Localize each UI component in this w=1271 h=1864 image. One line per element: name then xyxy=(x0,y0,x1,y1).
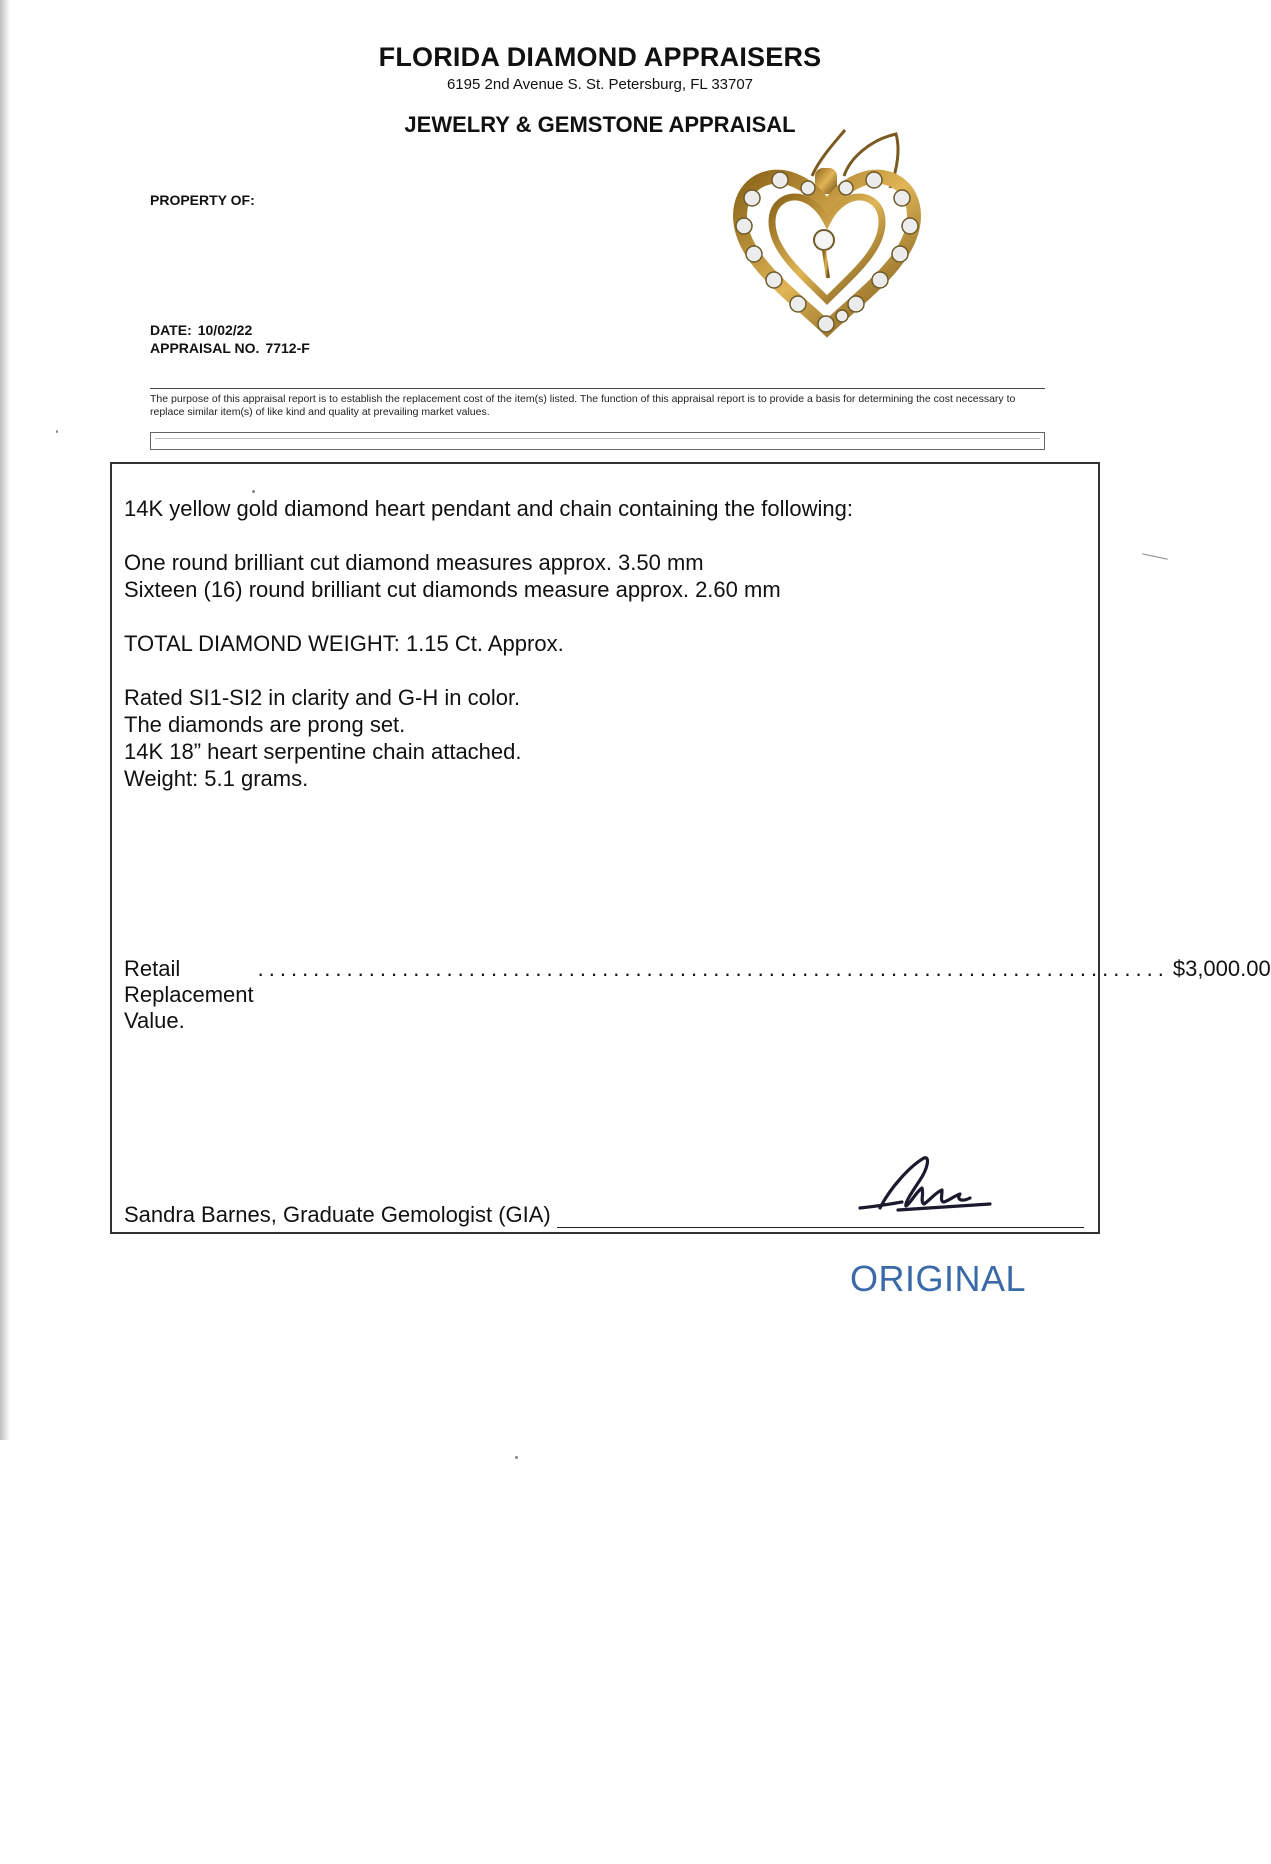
scan-edge xyxy=(0,0,10,1440)
setting-line: The diamonds are prong set. xyxy=(124,712,406,737)
item-title: 14K yellow gold diamond heart pendant and chain containing the following: xyxy=(124,496,853,521)
appraiser-name: Sandra Barnes, Graduate Gemologist (GIA) xyxy=(124,1202,551,1227)
company-name: FLORIDA DIAMOND APPRAISERS xyxy=(378,42,822,72)
appraisal-number-label: APPRAISAL NO. xyxy=(150,340,260,356)
grade-line: Rated SI1-SI2 in clarity and G-H in color. xyxy=(124,685,521,710)
handwritten-signature xyxy=(850,1148,1010,1228)
date-field xyxy=(150,322,252,338)
outer-heart-frame xyxy=(740,177,914,328)
company-address: 6195 2nd Avenue S. St. Petersburg, FL 33707 xyxy=(446,76,754,93)
stone-line-1: One round brilliant cut diamond measures approx. 3.50 mm xyxy=(124,550,704,575)
chain-line: 14K 18” heart serpentine chain attached. xyxy=(124,739,522,764)
weight-line: Weight: 5.1 grams. xyxy=(124,766,309,791)
stone-line-2: Sixteen (16) round brilliant cut diamonds measure approx. 2.60 mm xyxy=(124,577,781,602)
original-stamp: ORIGINAL xyxy=(850,1258,1027,1299)
center-diamond-post xyxy=(824,250,828,278)
property-of-label: PROPERTY OF: xyxy=(150,192,255,208)
leader-dots: .................................................................................. xyxy=(257,956,1169,981)
date-label: DATE: xyxy=(150,322,192,338)
appraisal-number-value: 7712-F xyxy=(265,340,310,356)
purpose-statement: The purpose of this appraisal report is to establish the replacement cost of the item(s) listed. The function of this appraisal report is to provide a basis for determining the cost necessary to replace similar item(s) of like kind and quality at prevailing market values. xyxy=(150,393,1016,418)
appraisal-number-field xyxy=(150,340,310,356)
center-diamond xyxy=(814,230,834,250)
heart-pendant-photo xyxy=(720,128,950,348)
scan-speck xyxy=(515,1456,518,1459)
retail-value-amount: $3,000.00 xyxy=(1172,956,1271,981)
total-weight-line: TOTAL DIAMOND WEIGHT: 1.15 Ct. Approx. xyxy=(124,631,564,656)
retail-value-label: Retail Replacement Value. xyxy=(124,956,254,1033)
retail-value-row xyxy=(124,956,1271,1034)
date-value: 10/02/22 xyxy=(197,322,253,338)
scan-speck xyxy=(56,430,58,433)
side-diamonds xyxy=(736,172,918,332)
document-type-title: JEWELRY & GEMSTONE APPRAISAL xyxy=(404,112,796,137)
property-of-field xyxy=(150,192,255,208)
scan-mark xyxy=(1142,553,1168,559)
purpose-top-rule xyxy=(150,388,1045,389)
scan-speck xyxy=(252,490,255,493)
blank-strip xyxy=(150,432,1045,450)
